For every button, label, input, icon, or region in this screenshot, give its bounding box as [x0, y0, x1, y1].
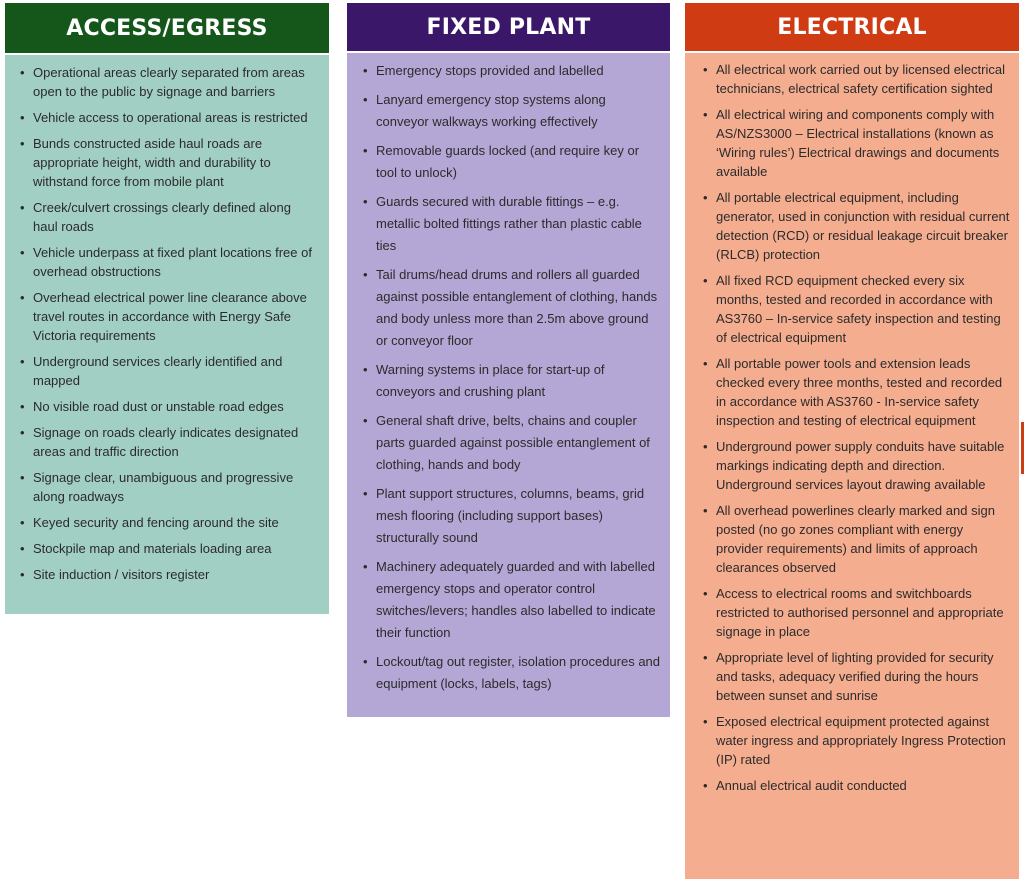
checklist-item: • Site induction / visitors register — [33, 565, 319, 584]
checklist-item: • Bunds constructed aside haul roads are appropriate height, width and durability to withstand force from mobile plant — [33, 134, 319, 191]
electrical-panel — [685, 53, 1019, 879]
checklist-item: • Keyed security and fencing around the site — [33, 513, 319, 532]
fixed-plant-title: FIXED PLANT — [426, 14, 591, 40]
checklist-item: • Tail drums/head drums and rollers all guarded against possible entanglement of clothing, hands and body unless more than 2.5m above ground or conveyor floor — [376, 264, 660, 352]
checklist-item: • Overhead electrical power line clearance above travel routes in accordance with Energy Safe Victoria requirements — [33, 288, 319, 345]
fixed-plant-header — [347, 3, 670, 51]
electrical-header — [685, 3, 1019, 51]
checklist-item: • Operational areas clearly separated from areas open to the public by signage and barriers — [33, 63, 319, 101]
checklist-item: • All fixed RCD equipment checked every six months, tested and recorded in accordance with AS3760 – In-service safety inspection and testing of electrical equipment — [716, 271, 1011, 347]
checklist-item: • All portable power tools and extension leads checked every three months, tested and recorded in accordance with AS3760 - In-service safety inspection and testing of electrical equipment — [716, 354, 1011, 430]
checklist-item: • Signage on roads clearly indicates designated areas and traffic direction — [33, 423, 319, 461]
access-egress-header — [5, 3, 329, 53]
checklist-item: • Exposed electrical equipment protected against water ingress and appropriately Ingress Protection (IP) rated — [716, 712, 1011, 769]
checklist-item: • Appropriate level of lighting provided for security and tasks, adequacy verified during the hours between sunset and sunrise — [716, 648, 1011, 705]
checklist-item: • Lockout/tag out register, isolation procedures and equipment (locks, labels, tags) — [376, 651, 660, 695]
fixed-plant-list — [347, 53, 670, 695]
checklist-item: • All overhead powerlines clearly marked and sign posted (no go zones compliant with energy provider requirements) and limits of approach clearances observed — [716, 501, 1011, 577]
checklist-item: • Annual electrical audit conducted — [716, 776, 1011, 795]
checklist-item: • Warning systems in place for start-up of conveyors and crushing plant — [376, 359, 660, 403]
checklist-item: • Vehicle access to operational areas is restricted — [33, 108, 319, 127]
checklist-item: • Lanyard emergency stop systems along conveyor walkways working effectively — [376, 89, 660, 133]
checklist-item: • No visible road dust or unstable road edges — [33, 397, 319, 416]
access-egress-title: ACCESS/EGRESS — [66, 15, 268, 41]
checklist-item: • Access to electrical rooms and switchboards restricted to authorised personnel and appropriate signage in place — [716, 584, 1011, 641]
checklist-item: • Emergency stops provided and labelled — [376, 60, 660, 82]
checklist-item: • Vehicle underpass at fixed plant locations free of overhead obstructions — [33, 243, 319, 281]
access-egress-panel — [5, 55, 329, 614]
checklist-item: • Guards secured with durable fittings – e.g. metallic bolted fittings rather than plastic cable ties — [376, 191, 660, 257]
checklist-item: • General shaft drive, belts, chains and coupler parts guarded against possible entanglement of clothing, hands and body — [376, 410, 660, 476]
checklist-item: • All electrical work carried out by licensed electrical technicians, electrical safety certification sighted — [716, 60, 1011, 98]
checklist-item: • Plant support structures, columns, beams, grid mesh flooring (including support bases) structurally sound — [376, 483, 660, 549]
checklist-item: • Signage clear, unambiguous and progressive along roadways — [33, 468, 319, 506]
checklist-item: • Removable guards locked (and require key or tool to unlock) — [376, 140, 660, 184]
checklist-item: • Underground power supply conduits have suitable markings indicating depth and direction. Underground services layout drawing available — [716, 437, 1011, 494]
fixed-plant-panel — [347, 53, 670, 717]
checklist-item: • Underground services clearly identified and mapped — [33, 352, 319, 390]
electrical-list — [685, 53, 1019, 795]
checklist-item: • All electrical wiring and components comply with AS/NZS3000 – Electrical installations (known as ‘Wiring rules’) Electrical drawings and documents available — [716, 105, 1011, 181]
checklist-item: • Creek/culvert crossings clearly defined along haul roads — [33, 198, 319, 236]
checklist-item: • Stockpile map and materials loading area — [33, 539, 319, 558]
electrical-title: ELECTRICAL — [777, 14, 927, 40]
checklist-item: • Machinery adequately guarded and with labelled emergency stops and operator control switches/levers; handles also labelled to indicate their function — [376, 556, 660, 644]
access-egress-list — [5, 55, 329, 584]
checklist-item: • All portable electrical equipment, including generator, used in conjunction with residual current detection (RCD) or residual leakage circuit breaker (RLCB) protection — [716, 188, 1011, 264]
